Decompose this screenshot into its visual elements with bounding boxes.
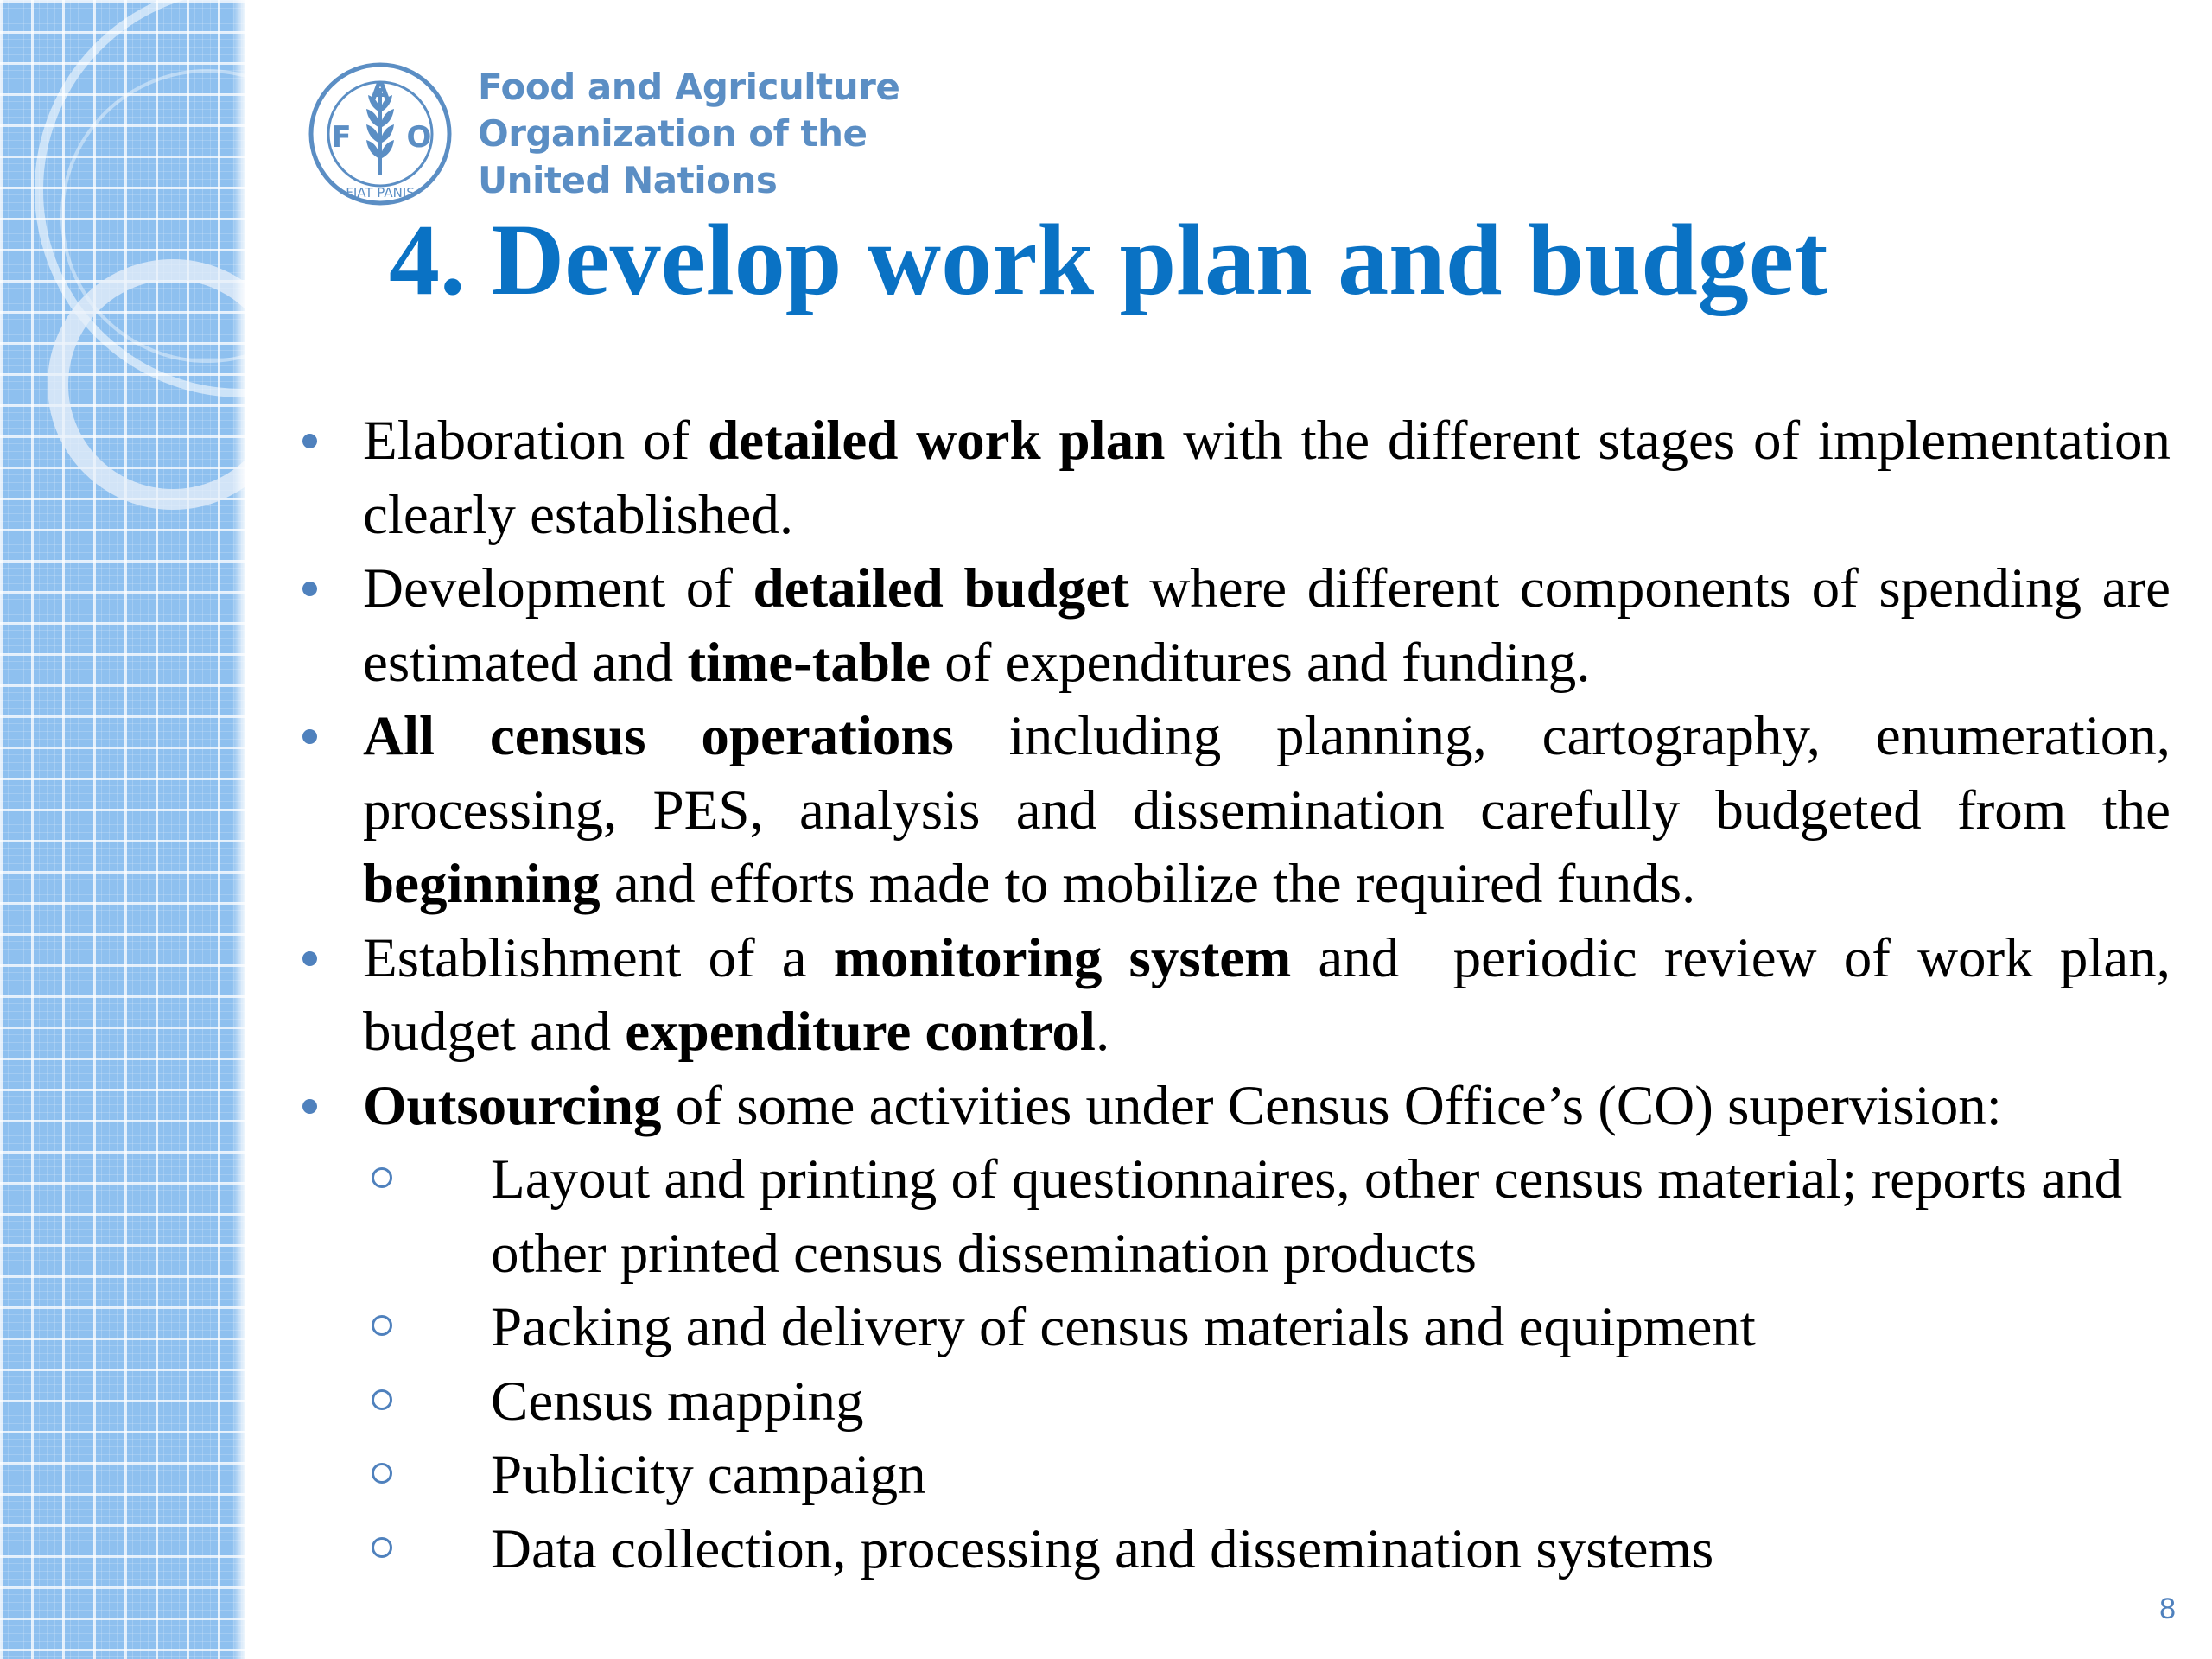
bullet-emphasis: detailed budget <box>753 557 1129 620</box>
bullet-dot-icon <box>302 951 317 966</box>
bullet-dot-icon <box>302 729 317 744</box>
emblem-letter-f: F <box>331 120 352 155</box>
bullet-text: with the different stages of implementation clearly established. <box>363 410 2171 546</box>
bullet-item <box>294 404 2171 552</box>
bullet-text: and efforts made to mobilize the required funds. <box>600 853 1696 915</box>
page-number: 8 <box>2159 1592 2176 1625</box>
hollow-circle-bullet-icon <box>372 1463 392 1484</box>
bullet-text: Establishment of a <box>363 926 834 989</box>
bullet-dot-icon <box>302 1099 317 1114</box>
bullet-item <box>294 700 2171 922</box>
bullet-text: including planning, cartography, enumeration, processing, PES, analysis and dissemination carefully budgeted from the <box>363 705 2171 842</box>
bullet-list <box>294 404 2199 1586</box>
bullet-text: of expenditures and funding. <box>931 631 1591 694</box>
bullet-item <box>294 1070 2171 1144</box>
logo-line: Food and Agriculture <box>478 66 900 108</box>
sub-bullet-text: Census mapping <box>491 1370 864 1433</box>
bullet-dot-icon <box>302 434 317 448</box>
sub-bullet-item <box>294 1513 2171 1587</box>
logo-line: Organization of the <box>478 112 868 155</box>
sub-bullet-text: Packing and delivery of census materials and equipment <box>491 1296 1756 1358</box>
emblem-letter-o: O <box>406 120 432 155</box>
bullet-item <box>294 922 2199 1070</box>
bullet-text: and periodic review of work plan, budget and <box>363 926 2199 1063</box>
sub-bullet-item <box>294 1439 2171 1513</box>
hollow-circle-bullet-icon <box>372 1537 392 1558</box>
side-decoration-band <box>0 0 245 1659</box>
bullet-emphasis: beginning <box>363 853 601 915</box>
bullet-text: of some activities under Census Office’s (CO) supervision: <box>661 1074 2002 1137</box>
bullet-emphasis: detailed work plan <box>708 410 1166 472</box>
bullet-dot-icon <box>302 582 317 596</box>
bullet-emphasis: expenditure control <box>625 1001 1096 1063</box>
bullet-emphasis: All census operations <box>363 705 954 767</box>
hollow-circle-bullet-icon <box>372 1389 392 1410</box>
bullet-emphasis: monitoring system <box>833 926 1292 989</box>
bullet-item <box>294 552 2171 700</box>
slide-title: 4. Develop work plan and budget <box>389 203 1828 316</box>
fao-logo <box>307 60 899 207</box>
sub-bullet-item <box>294 1291 2171 1365</box>
emblem-letter-a: A <box>370 77 391 107</box>
logo-line: United Nations <box>478 159 778 201</box>
sub-bullet-text: Data collection, processing and dissemination systems <box>491 1517 1714 1580</box>
sub-bullet-item <box>294 1143 2171 1291</box>
hollow-circle-bullet-icon <box>372 1167 392 1188</box>
bullet-text: Development of <box>363 557 753 620</box>
bullet-text: Elaboration of <box>363 410 709 472</box>
emblem-motto: FIAT PANIS <box>346 185 415 200</box>
bullet-text: where different components of spending are estimated and <box>363 557 2171 694</box>
fao-emblem-icon <box>307 60 454 207</box>
bullet-emphasis: Outsourcing <box>363 1074 662 1137</box>
logo-wordmark <box>478 64 899 204</box>
bullet-text: . <box>1095 1001 1110 1063</box>
sub-bullet-text: Layout and printing of questionnaires, other census material; reports and other printed census dissemination products <box>491 1148 2123 1285</box>
sub-bullet-text: Publicity campaign <box>491 1444 926 1506</box>
bullet-emphasis: time-table <box>687 631 931 694</box>
hollow-circle-bullet-icon <box>372 1315 392 1336</box>
sub-bullet-item <box>294 1365 2171 1440</box>
